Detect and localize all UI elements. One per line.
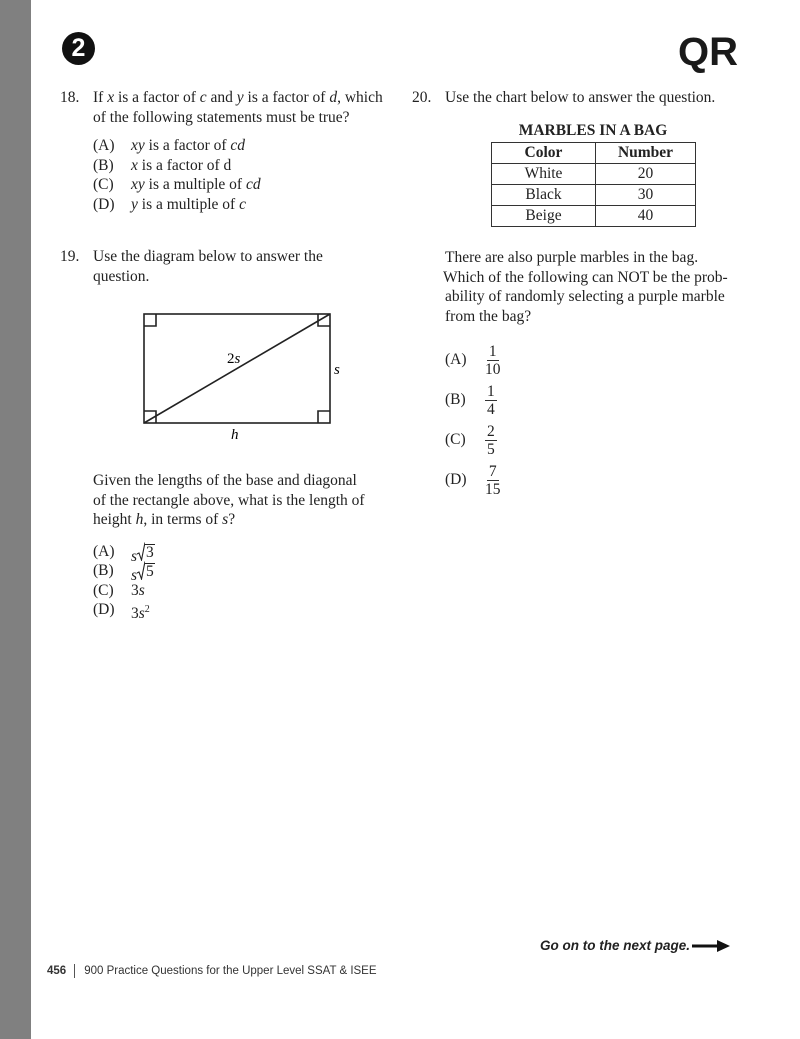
page-footer bbox=[47, 964, 377, 978]
choice-label: (D) bbox=[445, 471, 467, 489]
answer-choice-b bbox=[445, 380, 752, 420]
right-arrow-icon bbox=[692, 940, 730, 952]
variable: s bbox=[138, 605, 145, 623]
numerator: 1 bbox=[487, 382, 495, 400]
radicand: 5 bbox=[146, 563, 154, 580]
variable: s bbox=[131, 547, 138, 565]
variable: x bbox=[131, 156, 138, 174]
stem-text: , which bbox=[337, 89, 383, 106]
radical-sign-icon bbox=[137, 542, 145, 561]
table-cell: 20 bbox=[596, 164, 696, 185]
choice-label: (B) bbox=[93, 156, 114, 174]
column-header: Color bbox=[492, 143, 596, 164]
answer-choices bbox=[93, 542, 400, 623]
denominator: 15 bbox=[485, 480, 501, 498]
table-title: MARBLES IN A BAG bbox=[518, 121, 668, 139]
variable: s bbox=[131, 567, 138, 584]
choice-label: (A) bbox=[445, 351, 467, 369]
side-label: s bbox=[334, 362, 340, 378]
answer-choice-a bbox=[445, 340, 752, 380]
choice-label: (C) bbox=[445, 431, 466, 449]
right-angle-mark bbox=[318, 411, 330, 423]
denominator: 5 bbox=[487, 440, 495, 458]
fraction bbox=[485, 463, 501, 498]
question-stem: Use the chart below to answer the question. bbox=[445, 89, 716, 106]
answer-choice-d bbox=[93, 600, 400, 623]
variable: y bbox=[131, 195, 138, 213]
table-cell: 30 bbox=[596, 185, 696, 206]
question-prompt bbox=[93, 471, 400, 530]
page-number: 456 bbox=[47, 965, 67, 977]
question-stem bbox=[93, 88, 400, 127]
prompt-text: ? bbox=[228, 511, 236, 528]
radicand: 3 bbox=[146, 543, 154, 561]
table-cell: 40 bbox=[596, 206, 696, 227]
marbles-table bbox=[491, 142, 696, 227]
section-number-badge bbox=[62, 32, 95, 65]
choice-label: (A) bbox=[93, 542, 115, 560]
diagonal-line bbox=[144, 314, 330, 423]
answer-choices bbox=[93, 136, 400, 214]
right-angle-mark bbox=[144, 314, 156, 326]
answer-choice-a bbox=[93, 542, 400, 565]
table-cell: White bbox=[492, 164, 596, 185]
variable: xy bbox=[131, 137, 145, 154]
go-on-next-page-text: Go on to the next page. bbox=[539, 938, 690, 953]
footer-divider bbox=[74, 964, 75, 978]
choice-label: (C) bbox=[93, 176, 114, 193]
square-root bbox=[137, 542, 155, 561]
table-header-row bbox=[492, 143, 696, 164]
table-row bbox=[492, 185, 696, 206]
page-side-bar bbox=[0, 0, 31, 1039]
choice-text: is a multiple of bbox=[144, 176, 246, 193]
choice-text: is a multiple of bbox=[137, 195, 240, 213]
question-number: 19. bbox=[60, 248, 80, 265]
denominator: 4 bbox=[487, 400, 495, 418]
answer-choice-d bbox=[445, 460, 752, 500]
diagonal-label: 2s bbox=[227, 351, 241, 367]
fraction bbox=[485, 383, 497, 418]
coefficient: 3 bbox=[131, 605, 139, 623]
variable: x bbox=[107, 89, 115, 106]
book-title: 900 Practice Questions for the Upper Level SSAT & ISEE bbox=[84, 965, 377, 977]
prompt-text: Given the lengths of the base and diagonal bbox=[93, 472, 357, 489]
denominator: 10 bbox=[485, 360, 501, 378]
stem-text: of the following statements must be true? bbox=[93, 108, 350, 126]
table-cell: Black bbox=[492, 185, 596, 206]
stem-text: If bbox=[93, 89, 108, 106]
prompt-text: ability of randomly selecting a purple marble bbox=[445, 288, 725, 305]
column-header: Number bbox=[596, 143, 696, 164]
fraction bbox=[485, 343, 501, 378]
rectangle-diagram bbox=[130, 305, 370, 445]
prompt-text: from the bag? bbox=[445, 307, 532, 325]
stem-text: Use the diagram below to answer the bbox=[93, 248, 323, 265]
question-18 bbox=[60, 88, 400, 214]
variable: c bbox=[199, 89, 207, 106]
stem-text: is a factor of bbox=[114, 89, 200, 106]
square-root bbox=[137, 561, 155, 580]
variable: cd bbox=[230, 137, 246, 154]
choice-label: (B) bbox=[445, 391, 466, 409]
choice-text: is a factor of d bbox=[137, 156, 232, 174]
question-19 bbox=[60, 247, 400, 286]
answer-choice-c bbox=[93, 175, 400, 195]
table-cell: Beige bbox=[492, 206, 596, 227]
variable: d bbox=[329, 89, 338, 106]
answer-choices bbox=[445, 340, 752, 500]
numerator: 7 bbox=[488, 462, 497, 480]
prompt-text: There are also purple marbles in the bag. bbox=[445, 249, 699, 266]
table-row bbox=[492, 164, 696, 185]
question-stem bbox=[93, 247, 400, 286]
question-number: 20. bbox=[412, 89, 432, 106]
answer-choice-b bbox=[93, 561, 400, 584]
question-19-body bbox=[60, 471, 400, 623]
prompt-text: of the rectangle above, what is the length of bbox=[93, 491, 365, 509]
base-label: h bbox=[231, 427, 239, 443]
section-number: 2 bbox=[71, 34, 86, 62]
numerator: 2 bbox=[487, 422, 495, 440]
variable: cd bbox=[245, 176, 261, 193]
variable: c bbox=[239, 195, 246, 213]
prompt-text: Which of the following can NOT be the prob- bbox=[443, 268, 728, 286]
table-row bbox=[492, 206, 696, 227]
choice-label: (D) bbox=[93, 195, 115, 213]
question-prompt bbox=[445, 248, 752, 326]
answer-choice-a bbox=[93, 136, 400, 156]
numerator: 1 bbox=[488, 342, 497, 360]
answer-choice-c bbox=[93, 581, 400, 601]
choice-label: (B) bbox=[93, 562, 114, 579]
variable: s bbox=[138, 581, 145, 599]
variable: y bbox=[236, 89, 244, 106]
variable: h bbox=[135, 511, 144, 528]
section-code: QR bbox=[678, 30, 738, 74]
prompt-text: , in terms of bbox=[143, 511, 223, 528]
choice-label: (A) bbox=[93, 137, 115, 154]
answer-choice-d bbox=[93, 195, 400, 215]
answer-choice-b bbox=[93, 156, 400, 176]
stem-text: is a factor of bbox=[243, 89, 330, 106]
variable: xy bbox=[131, 176, 145, 193]
question-20 bbox=[412, 88, 752, 500]
radical-sign-icon bbox=[137, 561, 145, 580]
stem-text: question. bbox=[93, 267, 150, 285]
answer-choice-c bbox=[445, 420, 752, 460]
choice-label: (C) bbox=[93, 581, 114, 599]
question-number: 18. bbox=[60, 89, 80, 106]
coefficient: 3 bbox=[131, 581, 139, 599]
choice-text: is a factor of bbox=[144, 137, 231, 154]
variable: s bbox=[222, 511, 229, 528]
exponent: 2 bbox=[144, 604, 150, 615]
fraction bbox=[485, 423, 497, 458]
prompt-text: height bbox=[93, 511, 136, 528]
choice-label: (D) bbox=[93, 601, 115, 618]
stem-text: and bbox=[206, 89, 237, 106]
